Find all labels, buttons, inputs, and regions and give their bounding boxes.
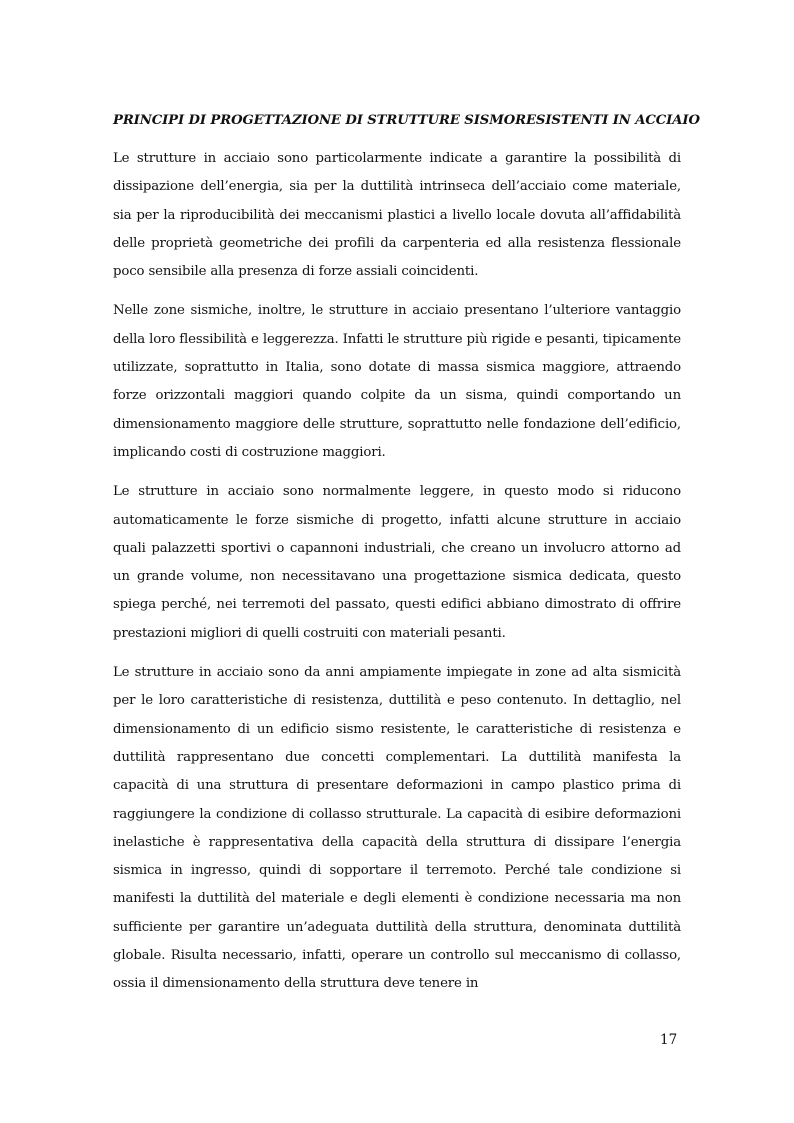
page-number: 17 <box>660 1032 678 1048</box>
paragraph-2: Nelle zone sismiche, inoltre, le strutture in acciaio presentano l’ulteriore vantaggio della loro flessibilità e leggerezza. Infatti le strutture più rigide e pesanti, tipicamente utilizzate, soprattutto in Italia, sono dotate di massa sismica maggiore, attraendo forze orizzontali maggiori quando colpite da un sisma, quindi comportando un dimensionamento maggiore delle strutture, soprattutto nelle fondazione dell’edificio, implicando costi di costruzione maggiori. <box>113 303 681 460</box>
paragraph-1: Le strutture in acciaio sono particolarmente indicate a garantire la possibilità di dissipazione dell’energia, sia per la duttilità intrinseca dell’acciaio come materiale, sia per la riproducibilità dei meccanismi plastici a livello locale dovuta all’affidabilità delle proprietà geometriche dei profili da carpenteria ed alla resistenza flessionale poco sensibile alla presenza di forze assiali coincidenti. <box>113 151 681 280</box>
paragraph-3: Le strutture in acciaio sono normalmente leggere, in questo modo si riducono automaticamente le forze sismiche di progetto, infatti alcune strutture in acciaio quali palazzetti sportivi o capannoni industriali, che creano un involucro attorno ad un grande volume, non necessitavano una progettazione sismica dedicata, questo spiega perché, nei terremoti del passato, questi edifici abbiano dimostrato di offrire prestazioni migliori di quelli costruiti con materiali pesanti. <box>113 484 681 641</box>
section-heading: PRINCIPI DI PROGETTAZIONE DI STRUTTURE SISMORESISTENTI IN ACCIAIO <box>113 113 700 128</box>
body-text <box>113 145 681 1010</box>
paragraph-4: Le strutture in acciaio sono da anni ampiamente impiegate in zone ad alta sismicità per le loro caratteristiche di resistenza, duttilità e peso contenuto. In dettaglio, nel dimensionamento di un edificio sismo resistente, le caratteristiche di resistenza e duttilità rappresentano due concetti complementari. La duttilità manifesta la capacità di una struttura di presentare deformazioni in campo plastico prima di raggiungere la condizione di collasso strutturale. La capacità di esibire deformazioni inelastiche è rappresentativa della capacità della struttura di dissipare l’energia sismica in ingresso, quindi di sopportare il terremoto. Perché tale condizione si manifesti la duttilità del materiale e degli elementi è condizione necessaria ma non sufficiente per garantire un’adeguata duttilità della struttura, denominata duttilità globale. Risulta necessario, infatti, operare un controllo sul meccanismo di collasso, ossia il dimensionamento della struttura deve tenere in <box>113 665 681 992</box>
